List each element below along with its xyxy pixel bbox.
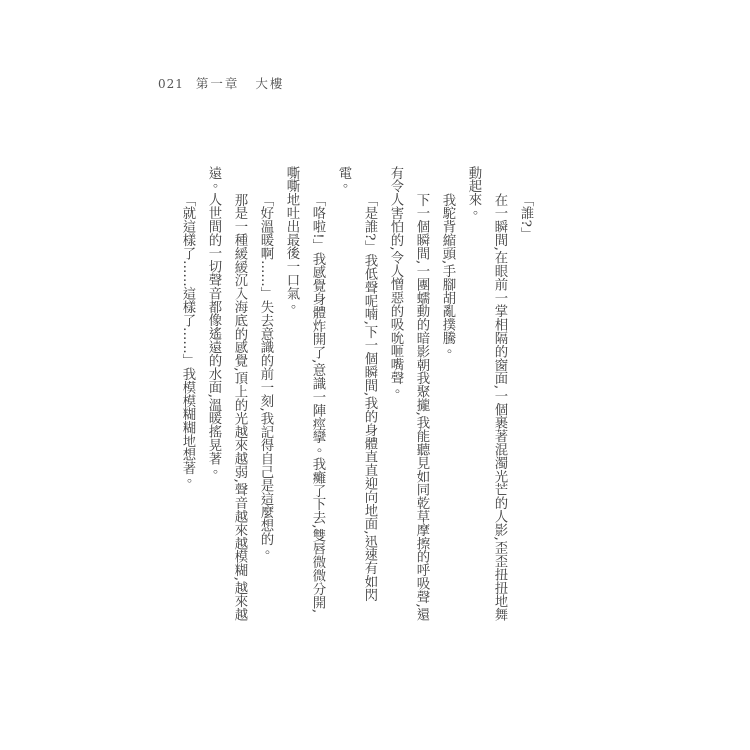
chapter-title: 大樓 xyxy=(255,76,285,91)
paragraph: 「是誰?」我低聲呢喃,下一個瞬間,我的身體直直迎向地面,迅速有如閃電。 xyxy=(336,166,377,602)
paragraph: 「咯啦!」我感覺身體炸開了,意識一陣痙攣。我癱了下去,雙唇微微分開,嘶嘶地吐出最後一口氣。 xyxy=(284,166,325,613)
text-block xyxy=(156,166,538,626)
page-number: 021 xyxy=(158,77,184,91)
paragraph: 「誰?」 xyxy=(518,192,533,241)
paragraph: 「好溫暖啊……」失去意識的前一刻,我記得自己是這麼想的。 xyxy=(258,192,273,559)
paragraph: 「就這樣了……這樣了……」我模模糊糊地想著。 xyxy=(180,192,195,488)
paragraph: 那是一種緩緩沉入海底的感覺,頂上的光越來越弱,聲音越來越模糊,越來越遠。人世間的一切聲音都像遙遠的水面,溫暖搖晃著。 xyxy=(206,166,247,621)
paragraph: 下一個瞬間,一團蠕動的暗影朝我聚攏,我能聽見如同乾草摩擦的呼吸聲,還有令人害怕的,令人憎惡的吸吮咂嘴聲。 xyxy=(388,166,429,621)
paragraph: 在一瞬間,在眼前一掌相隔的窗面,一個裹著混濁光芒的人影,歪歪扭扭地舞動起來。 xyxy=(466,166,507,621)
paragraph: 我駝背縮頭,手腳胡亂撲騰。 xyxy=(440,192,455,358)
chapter-label: 第一章 xyxy=(195,76,240,91)
running-head xyxy=(158,74,284,92)
